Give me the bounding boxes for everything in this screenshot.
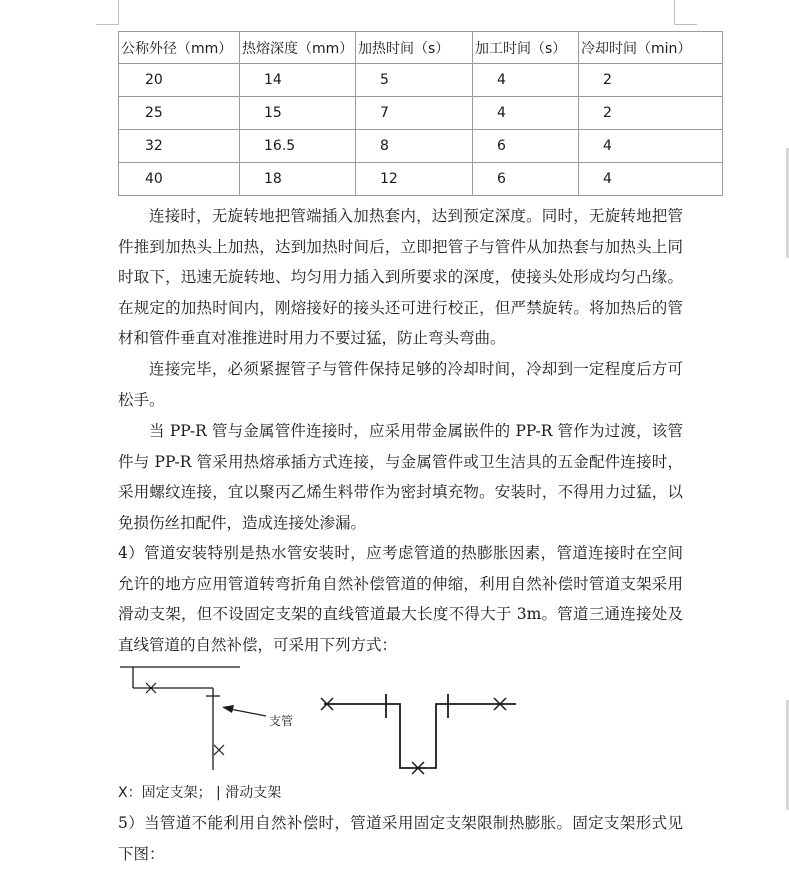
header-heating-time: 加热时间（s） — [356, 32, 473, 64]
cell-melt-depth: 14 — [240, 64, 356, 97]
table-row — [119, 97, 723, 130]
cell-cooling-time: 4 — [579, 163, 723, 196]
cell-cooling-time: 2 — [579, 64, 723, 97]
paragraph-thermal-expansion: 4）管道安装特别是热水管安装时，应考虑管道的热膨胀因素，管道连接时在空间允许的地方应用管道转弯折角自然补偿管道的伸缩，利用自然补偿时管道支架采用滑动支架，但不设固定支架的直线管道最大长度不得大于 3m。管道三通连接处及直线管道的自然补偿，可采用下列方式： — [118, 544, 683, 654]
paragraph-connection-procedure: 连接时，无旋转地把管端插入加热套内，达到预定深度。同时，无旋转地把管件推到加热头上加热，达到加热时间后，立即把管子与管件从加热套与加热头上同时取下，迅速无旋转地、均匀用力插入到所要求的深度，使接头处形成均匀凸缘。在规定的加热时间内，刚熔接好的接头还可进行校正，但严禁旋转。将加热后的管材和管件垂直对准推进时用力不要过猛，防止弯头弯曲。 — [118, 207, 683, 347]
page-corner-mark-left — [96, 0, 119, 25]
pipe-compensation-diagram — [118, 660, 538, 780]
header-processing-time: 加工时间（s） — [473, 32, 579, 64]
branch-arrow-icon — [222, 705, 266, 716]
page-corner-mark-right — [674, 0, 697, 25]
cell-cooling-time: 4 — [579, 130, 723, 163]
paragraph-fixed-support: 5）当管道不能利用自然补偿时，管道采用固定支架限制热膨胀。固定支架形式见下图： — [118, 814, 683, 863]
cell-heating-time: 5 — [356, 64, 473, 97]
branch-pipe-label: 支管 — [269, 714, 294, 728]
cell-heating-time: 7 — [356, 97, 473, 130]
cell-outer-diameter: 25 — [119, 97, 240, 130]
table-row — [119, 130, 723, 163]
expansion-loop-pipe — [324, 704, 516, 768]
cell-outer-diameter: 40 — [119, 163, 240, 196]
cell-heating-time: 8 — [356, 130, 473, 163]
table-row — [119, 163, 723, 196]
cell-processing-time: 4 — [473, 97, 579, 130]
cell-processing-time: 6 — [473, 163, 579, 196]
hot-melt-parameter-table — [118, 31, 723, 196]
cell-outer-diameter: 20 — [119, 64, 240, 97]
cell-processing-time: 6 — [473, 130, 579, 163]
paragraph-cooling: 连接完毕，必须紧握管子与管件保持足够的冷却时间，冷却到一定程度后方可松手。 — [118, 360, 683, 409]
header-cooling-time: 冷却时间（min） — [579, 32, 723, 64]
header-melt-depth: 热熔深度（mm） — [240, 32, 356, 64]
cell-melt-depth: 18 — [240, 163, 356, 196]
cell-melt-depth: 16.5 — [240, 130, 356, 163]
cell-processing-time: 4 — [473, 64, 579, 97]
cell-melt-depth: 15 — [240, 97, 356, 130]
paragraph-metal-fitting: 当 PP-R 管与金属管件连接时，应采用带金属嵌件的 PP-R 管作为过渡，该管件与 PP-R 管采用热熔承插方式连接，与金属管件或卫生洁具的五金配件连接时，采用螺纹连接，宜以聚丙乙烯生料带作为密封填充物。安装时，不得用力过猛，以免损伤丝扣配件，造成连接处渗漏。 — [118, 422, 683, 532]
cell-heating-time: 12 — [356, 163, 473, 196]
table-header-row — [119, 32, 723, 64]
cell-outer-diameter: 32 — [119, 130, 240, 163]
cell-cooling-time: 2 — [579, 97, 723, 130]
diagram-legend: X：固定支架； | 滑动支架 — [118, 785, 282, 801]
fixed-support-x-mark — [214, 745, 224, 755]
table-row — [119, 64, 723, 97]
header-outer-diameter: 公称外径（mm） — [119, 32, 240, 64]
